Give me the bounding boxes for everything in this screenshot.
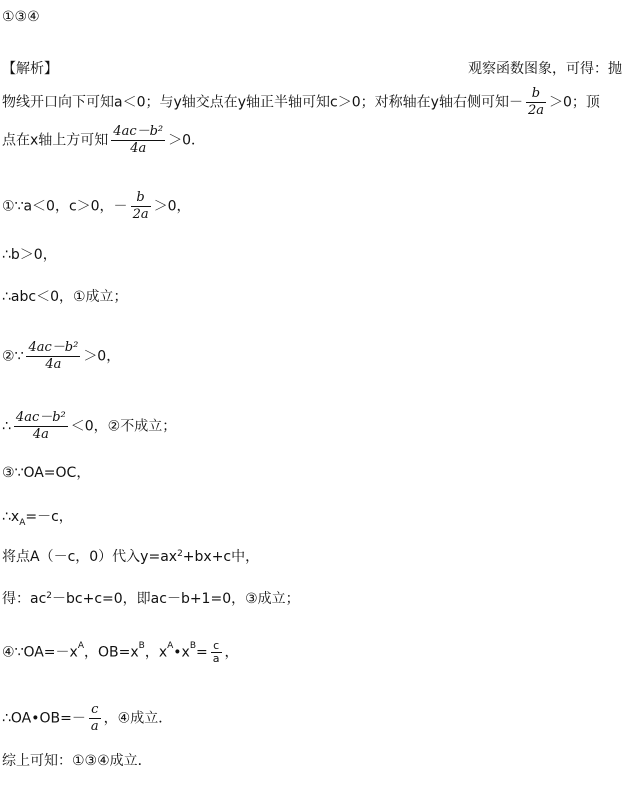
fraction-numerator: 4ac－b² bbox=[15, 410, 66, 425]
fraction-numerator: b bbox=[136, 190, 145, 205]
fraction-c-over-a bbox=[211, 640, 222, 665]
step3-given: ③∵OA=OC， bbox=[2, 465, 91, 481]
step3-substitute bbox=[2, 548, 259, 566]
step4-therefore bbox=[2, 702, 172, 735]
step2-therefore-text: ∴ bbox=[2, 418, 11, 435]
step1-given-end: ＞0， bbox=[153, 198, 191, 215]
step4-given-mid2: ，x bbox=[144, 644, 168, 661]
step2-given-end: ＞0， bbox=[83, 348, 121, 365]
step4-given-mid: ，OB=x bbox=[84, 644, 139, 661]
analysis-observe: 观察函数图象，可得：抛 bbox=[468, 61, 622, 77]
step3-substitute-text: 将点A（－c，0）代入y=ax bbox=[2, 549, 178, 565]
step2-given bbox=[2, 340, 120, 373]
analysis-line-1-end: ＞0；顶 bbox=[548, 94, 600, 111]
fraction-denominator: 2a bbox=[132, 207, 149, 222]
analysis-line-2 bbox=[2, 124, 205, 157]
fraction-denominator: 4a bbox=[45, 357, 62, 372]
fraction-denominator: a bbox=[212, 652, 220, 665]
fraction-numerator: b bbox=[531, 86, 541, 101]
answer-line: ①③④ bbox=[2, 9, 40, 25]
step1-therefore-abc: ∴abc＜0，①成立； bbox=[2, 289, 128, 305]
step1-given-text: ①∵a＜0，c＞0，－ bbox=[2, 198, 128, 215]
superscript: B bbox=[189, 641, 197, 651]
analysis-line-2-text: 点在x轴上方可知 bbox=[2, 132, 109, 149]
step4-therefore-end: ，④成立． bbox=[103, 710, 173, 727]
superscript: A bbox=[77, 641, 84, 651]
step4-given bbox=[2, 640, 239, 665]
fraction-numerator: 4ac－b² bbox=[113, 124, 164, 139]
fraction-denominator: 4a bbox=[32, 427, 49, 442]
step1-given bbox=[2, 190, 191, 223]
step2-therefore-end: ＜0，②不成立； bbox=[70, 418, 177, 435]
step3-result-end: －bc+c=0，即ac－b+1=0，③成立； bbox=[52, 591, 300, 607]
fraction-numerator: c bbox=[91, 702, 99, 717]
fraction-b-over-2a bbox=[526, 86, 546, 119]
step4-given-dot: •x bbox=[173, 644, 190, 661]
fraction-vertex bbox=[26, 340, 80, 373]
step4-given-eq: = bbox=[196, 644, 208, 661]
step4-given-text: ④∵OA=－x bbox=[2, 644, 78, 661]
fraction-numerator: 4ac－b² bbox=[28, 340, 79, 355]
step3-xa-text: ∴x bbox=[2, 509, 20, 525]
fraction-denominator: 2a bbox=[527, 103, 544, 118]
analysis-line-1 bbox=[2, 86, 600, 119]
subscript: A bbox=[19, 517, 26, 528]
conclusion: 综上可知：①③④成立． bbox=[2, 753, 152, 769]
fraction-c-over-a bbox=[89, 702, 101, 735]
superscript: 2 bbox=[177, 549, 183, 559]
fraction-b-over-2a bbox=[131, 190, 151, 223]
step4-given-end: ， bbox=[224, 644, 239, 661]
superscript: A bbox=[167, 641, 174, 651]
step1-therefore-b: ∴b＞0， bbox=[2, 247, 57, 263]
step4-therefore-text: ∴OA•OB=－ bbox=[2, 710, 86, 727]
analysis-tag: 【解析】 bbox=[2, 61, 58, 77]
fraction-numerator: c bbox=[213, 639, 220, 652]
fraction-vertex bbox=[111, 124, 165, 157]
step2-therefore bbox=[2, 410, 176, 443]
fraction-denominator: 4a bbox=[130, 141, 147, 156]
fraction-vertex bbox=[14, 410, 68, 443]
superscript: B bbox=[138, 641, 145, 651]
superscript: 2 bbox=[46, 591, 53, 601]
fraction-denominator: a bbox=[90, 719, 99, 734]
step3-result-text: 得：ac bbox=[2, 591, 47, 607]
step3-xa bbox=[2, 508, 73, 532]
step3-substitute-end: +bx+c中， bbox=[182, 549, 260, 565]
step3-xa-end: =－c， bbox=[25, 509, 73, 525]
step2-given-text: ②∵ bbox=[2, 348, 24, 365]
analysis-line-2-end: ＞0． bbox=[168, 132, 206, 149]
analysis-line-1-text: 物线开口向下可知a＜0；与y轴交点在y轴正半轴可知c＞0；对称轴在y轴右侧可知－ bbox=[2, 94, 523, 111]
step3-result bbox=[2, 590, 300, 608]
